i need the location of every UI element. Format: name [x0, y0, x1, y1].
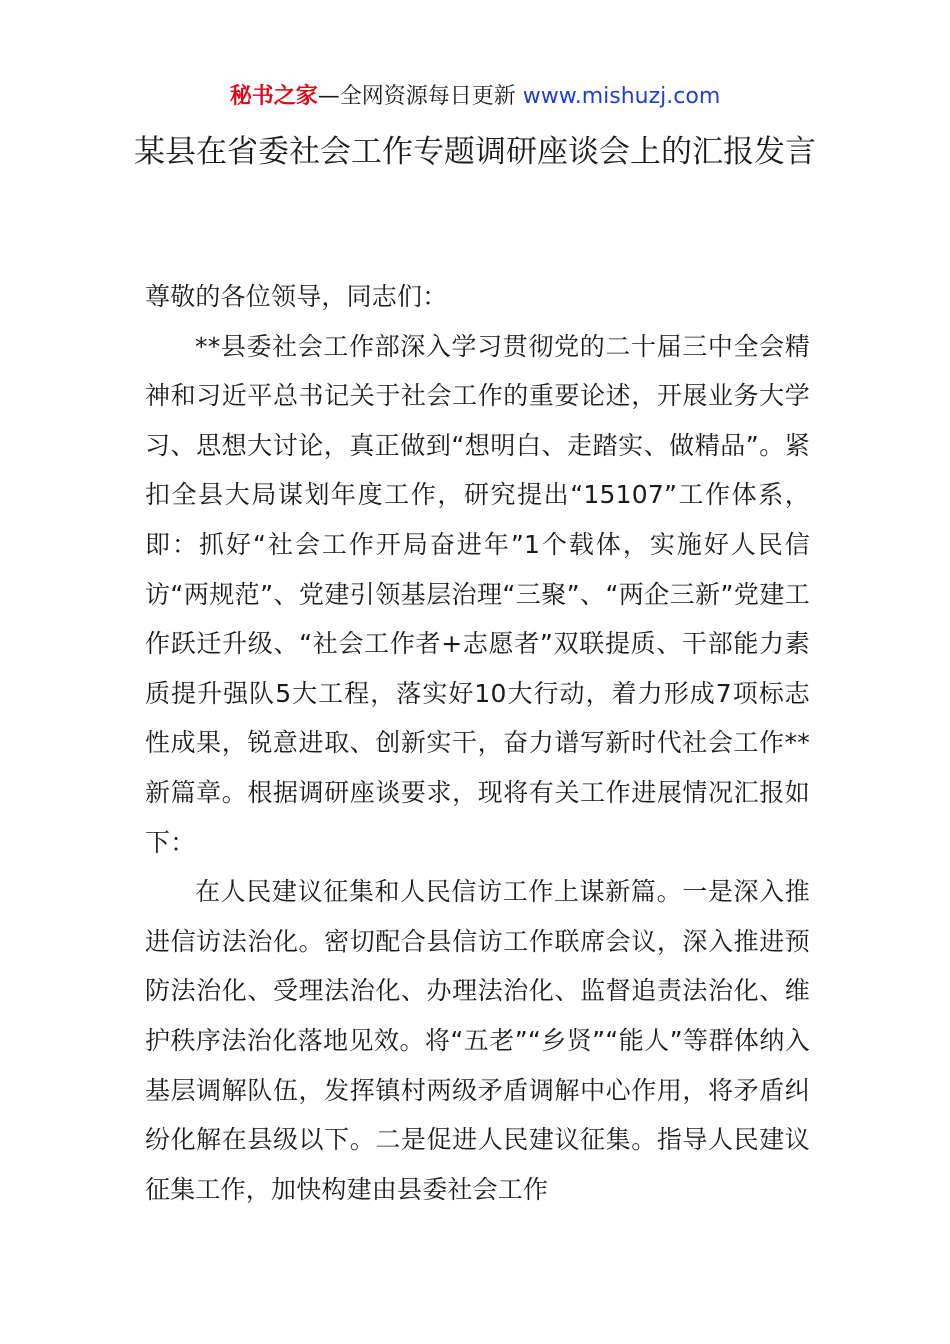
brand-name: 秘书之家	[229, 84, 318, 109]
document-body	[145, 272, 810, 1214]
salutation: 尊敬的各位领导，同志们：	[145, 282, 448, 311]
header-dash: —	[317, 84, 340, 109]
paragraph-section-1: 在人民建议征集和人民信访工作上谋新篇。一是深入推进信访法治化。密切配合县信访工作联席会议，深入推进预防法治化、受理法治化、办理法治化、监督追责法治化、维护秩序法治化落地见效。将“五老”“乡贤”“能人”等群体纳入基层调解队伍，发挥镇村两级矛盾调解中心作用，将矛盾纠纷化解在县级以下。二是促进人民建议征集。指导人民建议征集工作，加快构建由县委社会工作	[145, 877, 810, 1204]
site-header	[0, 80, 950, 114]
header-tagline: 全网资源每日更新	[339, 84, 516, 109]
paragraph-intro: **县委社会工作部深入学习贯彻党的二十届三中全会精神和习近平总书记关于社会工作的重要论述，开展业务大学习、思想大讨论，真正做到“想明白、走踏实、做精品”。紧扣全县大局谋划年度工作，研究提出“15107”工作体系，即：抓好“社会工作开局奋进年”1个载体，实施好人民信访“两规范”、党建引领基层治理“三聚”、“两企三新”党建工作跃迁升级、“社会工作者+志愿者”双联提质、干部能力素质提升强队5大工程，落实好10大行动，着力形成7项标志性成果，锐意进取、创新实干，奋力谱写新时代社会工作**新篇章。根据调研座谈要求，现将有关工作进展情况汇报如下：	[145, 331, 810, 857]
document-title: 某县在省委社会工作专题调研座谈会上的汇报发言	[134, 134, 816, 170]
site-url-link[interactable]: www.mishuzj.com	[522, 84, 721, 109]
